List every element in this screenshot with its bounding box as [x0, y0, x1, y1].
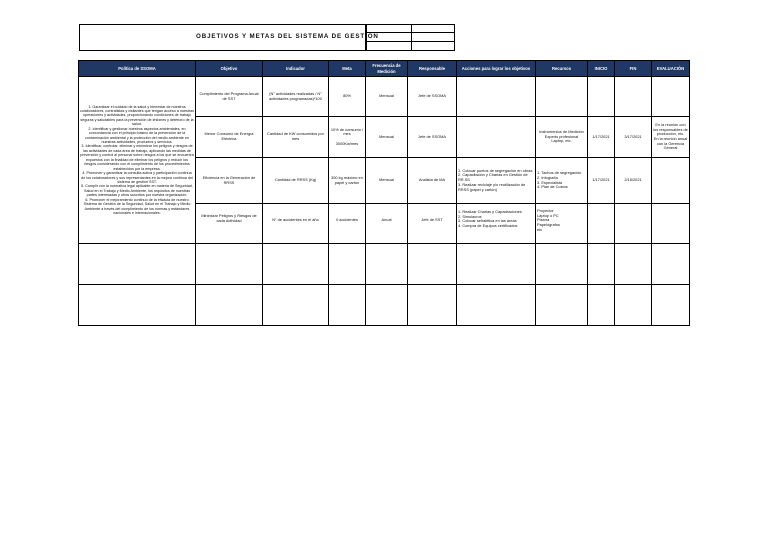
col-header: FIN: [615, 61, 652, 77]
empty-cell: [79, 244, 196, 285]
evaluation-cell: [652, 77, 690, 117]
goal-cell: 0 accidentes: [329, 204, 366, 244]
header-row: [79, 61, 690, 77]
objective-cell: Minimizar Peligros y Riesgos de cada Actividad: [196, 204, 263, 244]
goal-cell: [329, 285, 366, 326]
end-cell: [615, 285, 652, 326]
col-header: EVALUACIÓN: [652, 61, 690, 77]
col-header: Indicador: [263, 61, 329, 77]
frequency-cell: [366, 244, 408, 285]
resources-cell: [536, 285, 588, 326]
frequency-cell: Mensual: [366, 77, 408, 117]
evaluation-cell: [652, 244, 690, 285]
resources-cell: Proyector Laptop o PC Pizarra Papelógrafos etc: [536, 204, 588, 244]
goal-cell: 80%: [329, 77, 366, 117]
end-cell: [615, 77, 652, 117]
table-row: [79, 244, 690, 285]
start-cell: 1/17/2021: [588, 117, 615, 158]
evaluation-cell: [652, 204, 690, 244]
objectives-table: [78, 60, 690, 326]
objective-cell: Eficiencia en la Generación de RRSS: [196, 158, 263, 204]
frequency-cell: Anual: [366, 204, 408, 244]
actions-cell: [457, 77, 536, 117]
col-header: Frecuencia de Medición: [366, 61, 408, 77]
empty-cell: [79, 285, 196, 326]
indicator-cell: Cantidad de KW consumidos por mes: [263, 117, 329, 158]
evaluation-cell: En la reunión con los responsables de producción, etc. En la reunión anual con la Gerencia General: [652, 117, 690, 158]
indicator-cell: [263, 244, 329, 285]
start-cell: 1/17/2021: [588, 158, 615, 204]
resources-cell: [536, 77, 588, 117]
col-header: Objetivo: [196, 61, 263, 77]
col-header: Responsable: [408, 61, 457, 77]
start-cell: [588, 244, 615, 285]
responsible-cell: [408, 285, 457, 326]
end-cell: 2/15/2021: [615, 158, 652, 204]
responsible-cell: Analista de MA: [408, 158, 457, 204]
actions-cell: [457, 244, 536, 285]
end-cell: 3/17/2021: [615, 117, 652, 158]
evaluation-cell: [652, 285, 690, 326]
resources-cell: Instrumentos de Medición Experto profesional Laptop, etc.: [536, 117, 588, 158]
policy-cell: 1. Garantizar el cuidado de la salud y bienestar de nuestros colaboradores, contratistas y visitantes que tengan acceso a nuestras operaciones y actividades, proporcionando condiciones de trabajo seguras y saludables para la prevención de lesiones y deterioro de la salud. 2. Identificar y gestionar nuestros aspectos ambientales, en concordancia con el principio básico de la prevención de la contaminación ambiental y la protección del medio ambiente en nuestras actividades, productos y servicios. 3. Identificar, controlar, eliminar y minimizar los peligros y riesgos de las actividades de cada área de trabajo, aplicando las medidas de prevención y control al personal sobre riesgos a los que se encuentra expuestos con la finalidad de eliminar los peligros y reducir los riesgos considerando con el cumplimiento de los procedimientos establecidos por la empresa. 4. Promover y garantizar la consulta activa y participación continua de los colaboradores y sus representantes en la mejora continua del sistema de gestión SST. 5. Cumplir con la normativa legal aplicable en materia de Seguridad, Salud en el Trabajo y Medio Ambiente, los requisitos de nuestras partes interesadas y otros suscritos por nuestra organización. 6. Promover el mejoramiento continuo de la eficacia de nuestro Sistema de Gestión de la Seguridad, Salud en el Trabajo y Medio Ambiente a través del cumplimiento de los normas y estándares nacionales e internacionales.: [79, 77, 196, 244]
table-row: [79, 77, 690, 117]
actions-cell: [457, 117, 536, 158]
col-header: Meta: [329, 61, 366, 77]
frequency-cell: Mensual: [366, 117, 408, 158]
responsible-cell: Jefe de SSOMA: [408, 117, 457, 158]
header-grid-divider: [411, 25, 412, 50]
indicator-cell: Cantidad de RRSS (Kg): [263, 158, 329, 204]
document-title: OBJETIVOS Y METAS DEL SISTEMA DE GESTIÓN: [196, 33, 379, 40]
indicator-cell: N° de accidentes en el año: [263, 204, 329, 244]
responsible-cell: Jefe de SSOMA: [408, 77, 457, 117]
indicator-cell: (N° actividades realizadas / N° actividades programadas)*100: [263, 77, 329, 117]
resources-cell: 1. Tachos de segregación 2. Infografía 3. Especialista 4. Plan de Costos: [536, 158, 588, 204]
objective-cell: [196, 244, 263, 285]
objective-cell: Menor Consumo de Energía Eléctrica: [196, 117, 263, 158]
indicator-cell: [263, 285, 329, 326]
evaluation-cell: [652, 158, 690, 204]
start-cell: [588, 285, 615, 326]
goal-cell: 10% de consumo / mes 3000Kw/mes: [329, 117, 366, 158]
col-header: INICIO: [588, 61, 615, 77]
col-header: Recursos: [536, 61, 588, 77]
objective-cell: [196, 285, 263, 326]
col-header: Política de SSOMA: [79, 61, 196, 77]
objective-cell: Cumplimiento del Programa Anual de SST: [196, 77, 263, 117]
responsible-cell: Jefe de SST: [408, 204, 457, 244]
responsible-cell: [408, 244, 457, 285]
frequency-cell: Mensual: [366, 158, 408, 204]
goal-cell: 300 kg máximo en papel y cartón: [329, 158, 366, 204]
start-cell: [588, 204, 615, 244]
actions-cell: 1. Colocar puntos de segregación en obras 2. Capacitación y Charlas en Gestión de RR.SS 3. Realizar reciclaje y/o reutilización de RRSS (papel y cartón): [457, 158, 536, 204]
actions-cell: [457, 285, 536, 326]
end-cell: [615, 204, 652, 244]
goal-cell: [329, 244, 366, 285]
resources-cell: [536, 244, 588, 285]
frequency-cell: [366, 285, 408, 326]
col-header: Acciones para lograr los objetivos: [457, 61, 536, 77]
table-row: [79, 285, 690, 326]
header-grid: [366, 24, 455, 51]
actions-cell: 1. Realizar Charlas y Capacitaciones 2. Simulacros 3. Colocar señalética en las áreas 4. Compra de Equipos certificados: [457, 204, 536, 244]
start-cell: [588, 77, 615, 117]
end-cell: [615, 244, 652, 285]
